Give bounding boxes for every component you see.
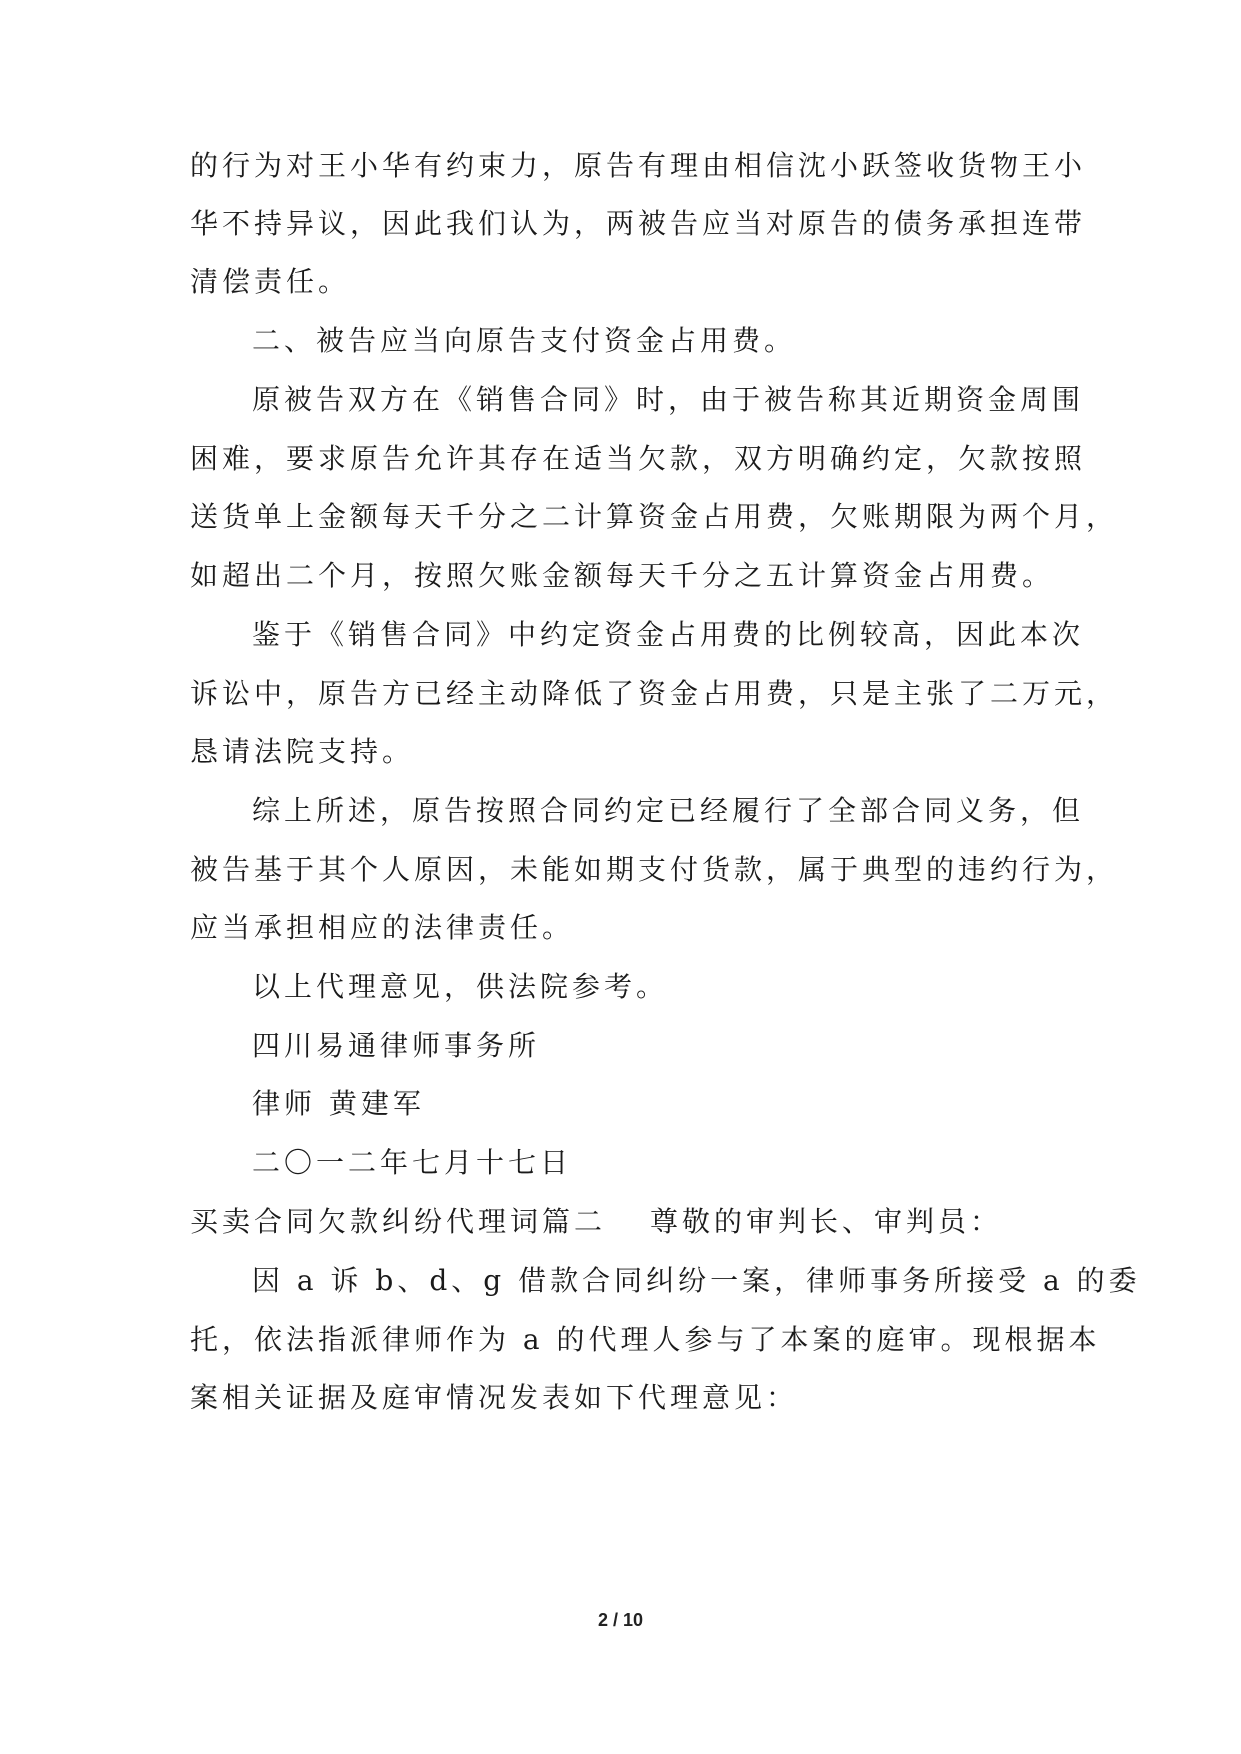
paragraph-line: 清偿责任。 [190,265,351,298]
paragraph-line: 如超出二个月，按照欠账金额每天千分之五计算资金占用费。 [190,559,1055,592]
paragraph-line: 困难，要求原告允许其存在适当欠款，双方明确约定，欠款按照 [190,442,1087,475]
paragraph-line: 的行为对王小华有约束力，原告有理由相信沈小跃签收货物王小 [190,149,1087,182]
paragraph-line: 托，依法指派律师作为 a 的代理人参与了本案的庭审。现根据本 [190,1323,1101,1356]
paragraph-line: 原被告双方在《销售合同》时，由于被告称其近期资金周围 [252,383,1085,416]
page-number: 2 / 10 [597,1610,644,1630]
paragraph-line: 应当承担相应的法律责任。 [190,911,575,944]
section-title: 买卖合同欠款纠纷代理词篇二 [190,1205,607,1238]
salutation: 尊敬的审判长、审判员： [650,1205,1003,1238]
firm-name: 四川易通律师事务所 [252,1029,541,1062]
paragraph-line: 因 a 诉 b、d、g 借款合同纠纷一案，律师事务所接受 a 的委 [252,1264,1141,1297]
section-title-line [190,1202,1060,1242]
paragraph-line: 案相关证据及庭审情况发表如下代理意见： [190,1381,799,1414]
section-heading: 二、被告应当向原告支付资金占用费。 [252,324,797,357]
paragraph-line: 诉讼中，原告方已经主动降低了资金占用费，只是主张了二万元， [190,677,1119,710]
paragraph-line: 鉴于《销售合同》中约定资金占用费的比例较高，因此本次 [252,618,1085,651]
document-date: 二〇一二年七月十七日 [252,1146,573,1179]
lawyer-name: 律师 黄建军 [252,1087,425,1120]
paragraph-line: 恳请法院支持。 [190,735,415,768]
paragraph-line: 送货单上金额每天千分之二计算资金占用费，欠账期限为两个月， [190,500,1119,533]
closing-line: 以上代理意见，供法院参考。 [252,970,669,1003]
paragraph-line: 被告基于其个人原因，未能如期支付货款，属于典型的违约行为， [190,853,1119,886]
paragraph-line: 华不持异议，因此我们认为，两被告应当对原告的债务承担连带 [190,207,1087,240]
paragraph-line: 综上所述，原告按照合同约定已经履行了全部合同义务，但 [252,794,1085,827]
